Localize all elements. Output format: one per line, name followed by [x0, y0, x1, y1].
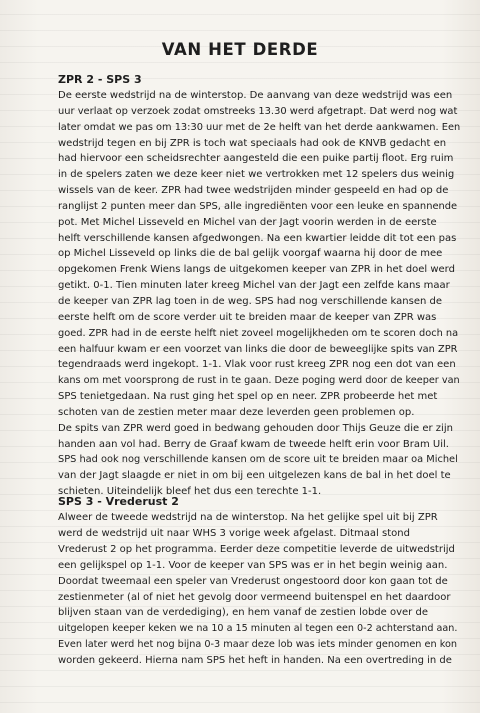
text-line: worden gekeerd. Hierna nam SPS het heft in handen. Na een overtreding in de [58, 655, 452, 667]
text-line: schieten. Uiteindelijk bleef het dus een terechte 1-1. [58, 486, 322, 498]
section-heading: SPS 3 - Vrederust 2 [58, 495, 179, 508]
section-body [58, 510, 460, 669]
text-line: SPS tenietgedaan. Na rust ging het spel op en neer. ZPR probeerde het met [58, 391, 438, 403]
section-heading: ZPR 2 - SPS 3 [58, 73, 142, 86]
text-line: De eerste wedstrijd na de winterstop. De aanvang van deze wedstrijd was een [58, 90, 453, 101]
text-line: in de spelers zaten we deze keer niet we vertrokken met 12 spelers dus weinig [58, 169, 455, 181]
text-line: SPS had ook nog verschillende kansen om de score uit te breiden maar oa Michel [58, 454, 458, 466]
text-line: Even later werd het nog bijna 0-3 maar deze lob was iets minder genomen en kon [58, 639, 458, 651]
text-line: werd de wedstrijd uit naar WHS 3 vorige week afgelast. Ditmaal stond [58, 527, 410, 539]
match-report-zpr-sps [58, 72, 460, 500]
text-line: Vrederust 2 op het programma. Eerder deze competitie leverde de uitwedstrijd [58, 543, 455, 555]
text-line: goed. ZPR had in de eerste helft niet zoveel mogelijkheden om te scoren doch na [58, 327, 459, 339]
text-line: Alweer de tweede wedstrijd na de winterstop. Na het gelijke spel uit bij ZPR [58, 512, 438, 523]
text-line: De spits van ZPR werd goed in bedwang gehouden door Thijs Geuze die er zijn [58, 422, 453, 434]
text-line: later omdat we pas om 13:30 uur met de 2e helft van het derde aankwamen. Een [58, 121, 461, 133]
text-line: Doordat tweemaal een speler van Vrederust ongestoord door kon gaan tot de [58, 575, 448, 587]
text-line: een halfuur kwam er een voorzet van links die door de beweeglijke spits van ZPR [58, 343, 458, 355]
text-line: uitgelopen keeper keken we na 10 a 15 minuten al tegen een 0-2 achterstand aan. [58, 623, 458, 635]
text-line: kans om met voorsprong de rust in te gaan. Deze poging werd door de keeper van [58, 375, 460, 387]
text-line: zestienmeter (al of niet het gevolg door vermeend buitenspel en het daardoor [58, 591, 451, 603]
text-line: wedstrijd tegen en bij ZPR is toch wat speciaals had ook de KNVB gedacht en [58, 137, 447, 149]
text-line: getikt. 0-1. Tien minuten later kreeg Michel van der Jagt een zelfde kans maar [58, 280, 450, 292]
text-line: een gelijkspel op 1-1. Voor de keeper van SPS was er in het begin weinig aan. [58, 559, 448, 571]
text-line: op Michel Lisseveld op links die de bal gelijk voorgaf waarna hij door de mee [58, 248, 443, 260]
text-line: van der Jagt slaagde er niet in om bij een uitgelezen kans de bal in het doel te [58, 470, 451, 482]
text-line: uur verlaat op verzoek zodat omstreeks 13.30 werd afgetrapt. Dat werd nog wat [58, 105, 458, 117]
text-line: tegendraads werd ingekopt. 1-1. Vlak voor rust kreeg ZPR nog een dot van een [58, 359, 456, 371]
text-line: eerste helft om de score verder uit te breiden maar de keeper van ZPR was [58, 311, 437, 323]
section-body [58, 88, 460, 500]
text-line: helft verschillende kansen afgedwongen. Na een kwartier leidde dit tot een pas [58, 232, 457, 244]
text-line: wissels van de keer. ZPR had twee wedstrijden minder gespeeld en had op de [58, 185, 449, 197]
text-line: de keeper van ZPR lag toen in de weg. SPS had nog verschillende kansen de [58, 295, 442, 307]
text-line: opgekomen Frenk Wiens langs de uitgekomen keeper van ZPR in het doel werd [58, 264, 455, 276]
text-line: ranglijst 2 punten meer dan SPS, alle ingrediënten voor een leuke en spannende [58, 200, 458, 212]
text-line: pot. Met Michel Lisseveld en Michel van der Jagt voorin werden in de eerste [58, 216, 437, 228]
text-line: blijven staan van de verdediging), en hem vanaf de zestien lobde over de [58, 607, 428, 619]
match-report-sps-vrederust [58, 494, 460, 669]
text-line: handen aan vol had. Berry de Graaf kwam de tweede helft erin voor Bram Uil. [58, 438, 449, 450]
text-line: schoten van de zestien meter maar deze leverden geen problemen op. [58, 406, 415, 418]
page-title: VAN HET DERDE [161, 40, 319, 59]
text-line: had hiervoor een scheidsrechter aangesteld die een puike partij floot. Erg ruim [58, 153, 454, 165]
